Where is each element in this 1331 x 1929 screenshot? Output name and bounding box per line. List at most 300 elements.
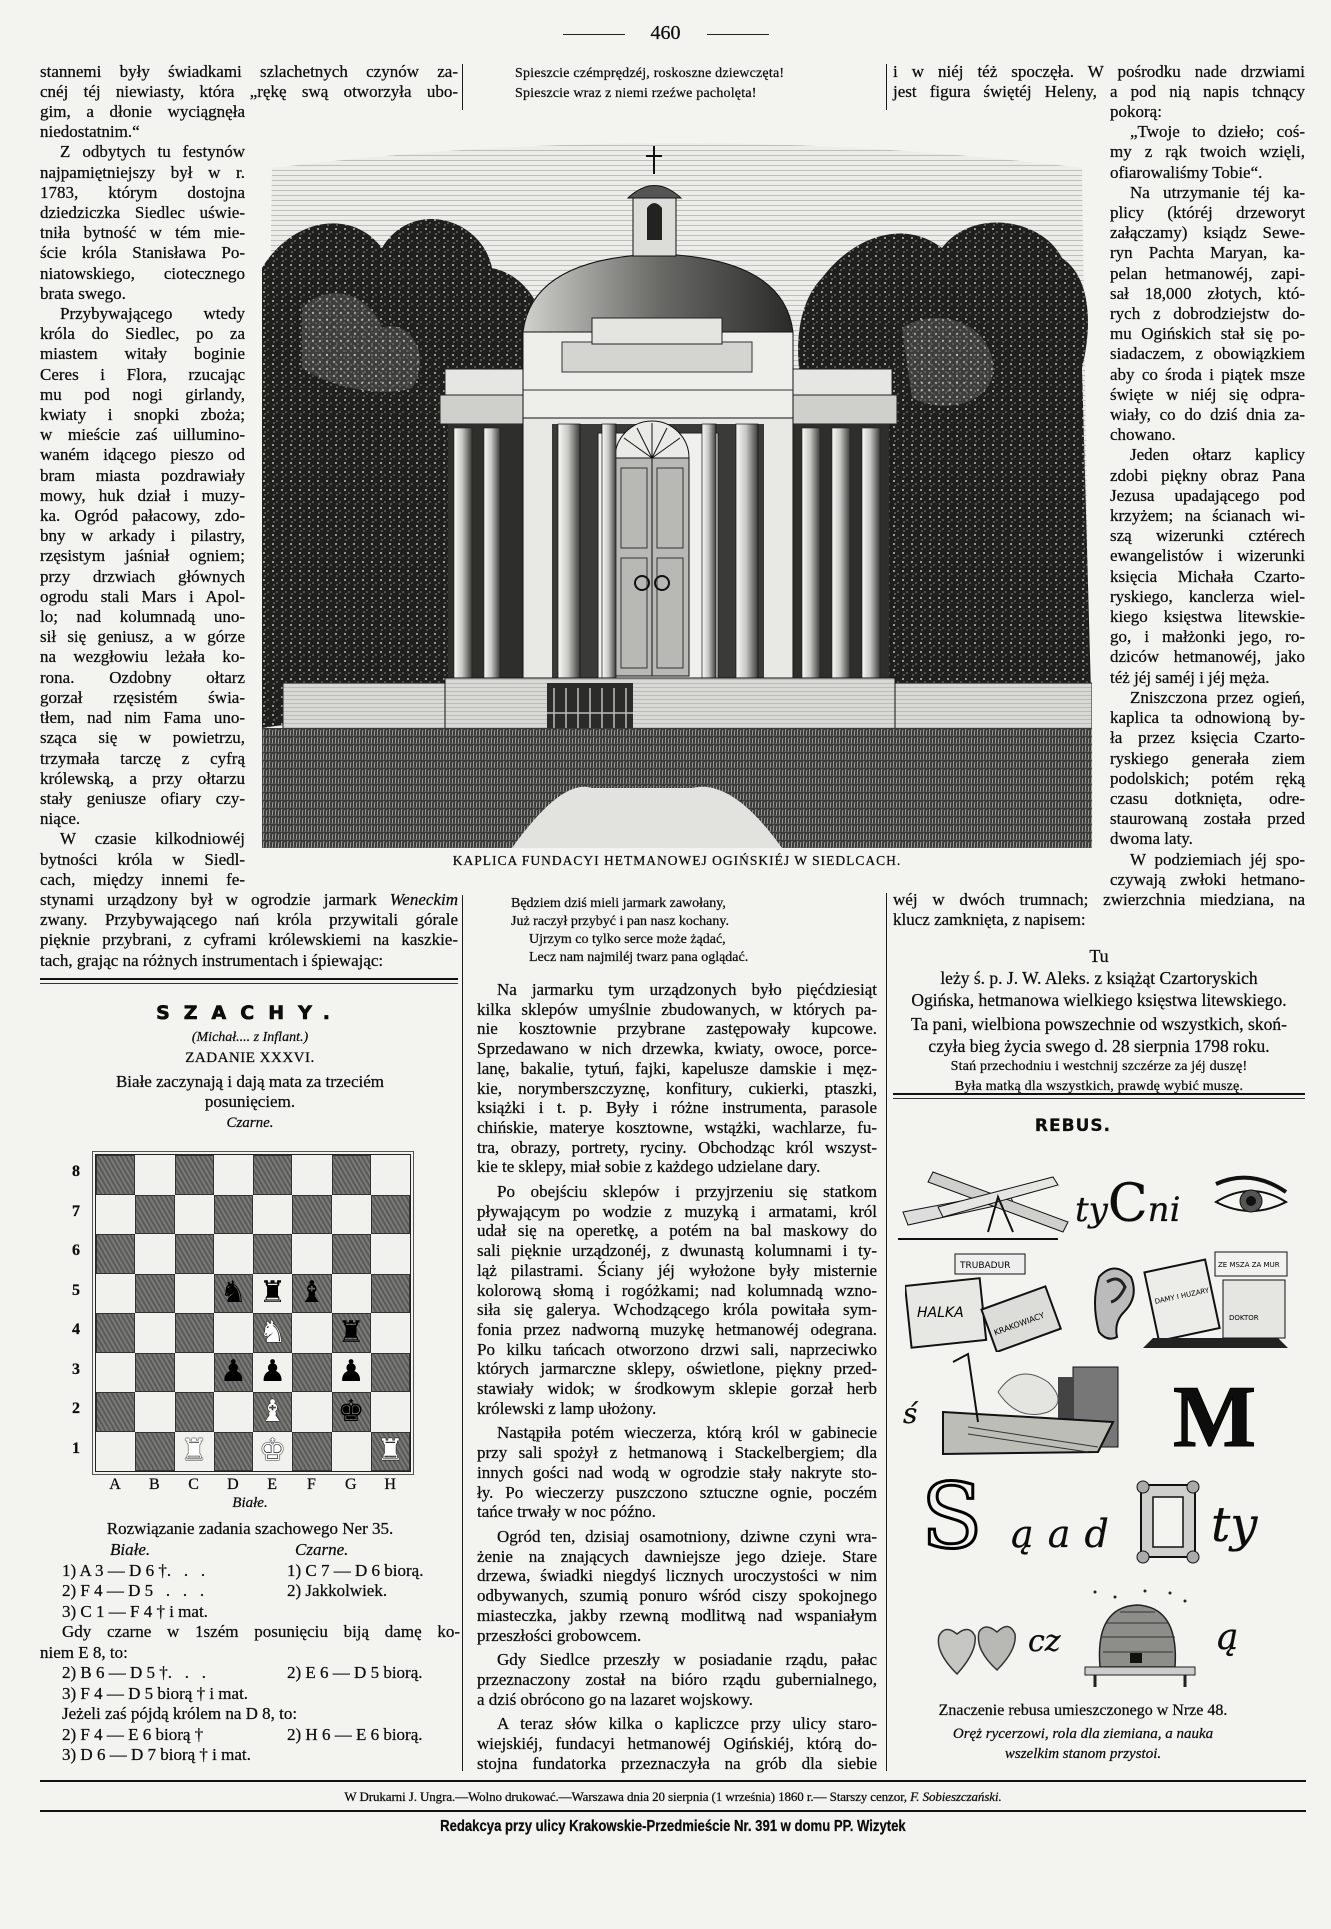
text-line: niedostatnim.“ [40, 122, 140, 142]
rebus-section [893, 1112, 1305, 1772]
ruined-wall-picture [938, 1352, 1123, 1457]
solution-move [40, 1725, 460, 1746]
square-b5 [135, 1274, 174, 1314]
black-bishop-icon: ♝ [298, 1275, 326, 1311]
square-h1 [371, 1432, 410, 1472]
text-line: miastem witały boginie [40, 344, 245, 364]
text-line: niące. [40, 809, 81, 829]
square-h3 [371, 1353, 410, 1393]
middle-column-text [477, 980, 877, 1778]
paragraph [477, 1650, 877, 1709]
beehive-icon [1075, 1587, 1205, 1687]
text-line: Na jarmarku tym urządzonych było pięćdziesiąt [497, 980, 877, 999]
text-line: tniła bytność w tém mie- [40, 223, 245, 243]
chess-solution [40, 1518, 460, 1766]
illustration-caption: KAPLICA FUNDACYI HETMANOWEJ OGIŃSKIÉJ W SIEDLCACH. [452, 853, 902, 868]
white-rook-icon: ♜ [376, 1433, 404, 1469]
text-line: stawiały widok; w środkowym sklepie gorzał herb [477, 1379, 877, 1399]
square-g6 [332, 1234, 371, 1274]
white-knight-icon: ♞ [259, 1314, 287, 1350]
white-move: 2) B 6 — D 5 †. . . [62, 1663, 207, 1682]
text-line: Z odbytych tu festynów [60, 142, 245, 162]
white-move: 3) C 1 — F 4 † i mat. [62, 1601, 208, 1621]
black-move: 2) Jakkolwiek. [287, 1581, 388, 1600]
file-label: B [148, 1476, 160, 1493]
column-rule [886, 893, 887, 1771]
square-d3 [214, 1353, 253, 1393]
square-f5 [292, 1274, 331, 1314]
rebus-letter-s-acute: ś [903, 1397, 918, 1430]
rebus-monogram-s: S [921, 1464, 983, 1569]
text-line: pływającym po wodzie z muzyką i armatami, król [477, 1201, 877, 1221]
inscription-line: leży ś. p. J. W. Aleks. z książąt Czartoryskich [940, 968, 1258, 988]
editorial-address [40, 1818, 1306, 1836]
square-g5 [332, 1274, 371, 1314]
dash-rule [707, 34, 769, 35]
rebus-letters: ą a d [1011, 1512, 1109, 1556]
text-line: brata swego. [40, 283, 126, 303]
text-line: podolskich; potém ręką [1110, 768, 1305, 788]
text-line: sali pięknie urządzonéj, z dwunastą kolumnami i ty- [477, 1241, 877, 1261]
text-line: siadaczem, z obowiązkiem [1110, 344, 1305, 364]
chess-instruction: Białe zaczynają i dają mata za trzeciém [115, 1072, 385, 1091]
text-line: innych gości nad wodą w ogrodzie stały nakryte sto- [477, 1462, 877, 1482]
file-label: E [267, 1476, 278, 1493]
text-line: kolorową słomą i rogóżkami; nad kolumnadą wzno- [477, 1280, 877, 1300]
text-line: sał 18,000 złotych, któ- [1110, 283, 1305, 303]
text-line: króla do Siedlec, po za [40, 324, 245, 344]
text-line: tra, obrazy, portrety, ryciny. Obchodząc król wszyst- [477, 1137, 877, 1157]
left-column-narrow [40, 102, 245, 890]
black-move: 2) H 6 — E 6 biorą. [287, 1724, 423, 1744]
white-side-label: Białe. [232, 1495, 268, 1511]
text-line: drzewa, świadki niegdyś licznych uroczystości w nim [477, 1566, 877, 1586]
square-d8 [214, 1155, 253, 1195]
text-line: ewangelistów i wizerunki [1110, 546, 1305, 566]
previous-rebus-answer: Oręż rycerzowi, rola dla ziemiana, a nauka [952, 1726, 1214, 1742]
text-line: księcia Michała Czarto- [1110, 566, 1305, 586]
inscription-verse: Stań przechodniu i westchnij szczérze za jéj duszę! [950, 1059, 1248, 1074]
black-knight-icon: ♞ [219, 1275, 247, 1311]
solution-note: Gdy czarne w 1szém posunięciu biją damę ko- [62, 1622, 460, 1641]
text-line: pelan hetmanowéj, zapi- [1110, 263, 1305, 283]
black-move: 1) C 7 — D 6 biorą. [287, 1560, 424, 1580]
verse-line: Lecz nam najmiléj twarz pana oglądać. [529, 950, 749, 965]
square-b2 [135, 1392, 174, 1432]
rank-label: 4 [72, 1321, 80, 1338]
square-g7 [332, 1195, 371, 1235]
text-line: ła przez księcia Czarto- [1110, 728, 1305, 748]
text-line: jest figura świętéj Heleny, a pod nią napis tchnący [893, 82, 1305, 102]
text-line: mu Ogińskich stał się po- [1110, 324, 1305, 344]
text-line: szą wizerunki cztérech [1110, 526, 1305, 546]
square-g8 [332, 1155, 371, 1195]
text-line: Gdy Siedlce przeszły w posiadanie rządu, pałac [497, 1650, 877, 1670]
dash-rule [563, 34, 625, 35]
text-line: Nastąpiła potém wieczerza, którą król w gabinecie [497, 1423, 877, 1443]
censor-name: F. Sobieszczański. [910, 1789, 1002, 1804]
solution-move [40, 1561, 460, 1582]
text-line: stały geniusze ofiary czy- [40, 788, 245, 808]
black-pawn-icon: ♟ [337, 1354, 365, 1390]
tomb-inscription [893, 945, 1305, 1097]
solution-headers [40, 1540, 460, 1561]
text-line: téż jéj saméj i jéj męża. [1110, 667, 1270, 687]
solution-move [40, 1602, 460, 1623]
text-line: 1783, którym dostojna [40, 182, 245, 202]
text-line: kie te sklepy, miał sobie z każdego udzielane dary. [477, 1157, 821, 1177]
text-line: dziedziczka Siedlec uświe- [40, 203, 245, 223]
paragraph [477, 1423, 877, 1522]
imprint-line [40, 1789, 1306, 1805]
text-line: przy drzwiach głównych [40, 566, 245, 586]
text-line [40, 890, 458, 910]
inscription-verse: Była matką dla wszystkich, prawdę wybić muszę. [954, 1079, 1244, 1094]
text-line: kie, norymberszczyznę, konfitury, cukierki, ptaszki, [477, 1078, 877, 1098]
text-line: kiego księstwa litewskie- [1110, 607, 1305, 627]
text-line: Przybywającego wtedy [60, 304, 245, 324]
text-line: plicy (któréj drzeworyt [1110, 203, 1305, 223]
white-king-icon: ♚ [259, 1433, 287, 1469]
text-line: sząca się w powietrzu, [40, 728, 245, 748]
text-line: ły. Po wieczerzy puszczono sztuczne ognie, poczém [477, 1482, 877, 1502]
square-a2 [96, 1392, 135, 1432]
square-e2 [253, 1392, 292, 1432]
verse-line: Ujrzym co tylko serce może żądać, [529, 932, 726, 947]
top-verse [515, 64, 784, 104]
square-d4 [214, 1313, 253, 1353]
square-h8 [371, 1155, 410, 1195]
solution-move [40, 1663, 460, 1684]
text-line: zdobi piękny obraz Pana [1110, 465, 1305, 485]
right-column-top [893, 62, 1305, 102]
square-c4 [175, 1313, 214, 1353]
square-c8 [175, 1155, 214, 1195]
text-line: wiały, co do dziś dnia za- [1110, 405, 1305, 425]
square-e4 [253, 1313, 292, 1353]
text-line: chińskie, materye kosztowne, wstążki, wachlarze, fu- [477, 1117, 877, 1137]
black-pawn-icon: ♟ [259, 1354, 287, 1390]
square-f1 [292, 1432, 331, 1472]
text-line: rona. Ozdobny ołtarz [40, 667, 245, 687]
text-line: wiejskiéj, fundacyi hetmanowéj Ogińskiéj, którą do- [477, 1734, 877, 1754]
text-line: pięknie przybrani, z cyframi królewskiemi na kaszkie- [40, 930, 458, 950]
rebus-letters: ty [1075, 1190, 1108, 1230]
square-g2 [332, 1392, 371, 1432]
inscription-heading: Tu [1089, 946, 1109, 966]
square-a3 [96, 1353, 135, 1393]
text-line: cach, między innemi fe- [40, 869, 245, 889]
italic-text: Weneckim [389, 890, 458, 909]
text-line: my z rąk twoich wzięli, [1110, 142, 1305, 162]
text-line: tańce trwały w noc późno. [477, 1502, 656, 1522]
text-line: stannemi były świadkami szlachetnych czynów za- [40, 62, 458, 81]
text-line: czasu dotknięta, odre- [1110, 788, 1305, 808]
column-rule [462, 64, 463, 110]
text-line: ląż pilastrami. Ściany jéj wyłożone były misternie [477, 1260, 877, 1280]
square-f3 [292, 1353, 331, 1393]
text-line: tach, grając na różnych instrumentach i śpiewając: [40, 950, 384, 970]
text-line: miasteczka, jakby rzewną modlitwą nad wspaniałym [477, 1605, 877, 1625]
eye-icon [1211, 1172, 1291, 1222]
text-line: królewską, a przy ołtarzu [40, 768, 245, 788]
text-line: fonia przez nadworną muzykę hetmanowéj odegrana. [477, 1319, 877, 1339]
square-d1 [214, 1432, 253, 1472]
black-rook-icon: ♜ [337, 1314, 365, 1350]
verse-line: Będziem dziś mieli jarmark zawołany, [511, 896, 726, 911]
square-h7 [371, 1195, 410, 1235]
square-e3 [253, 1353, 292, 1393]
left-column-top [40, 62, 458, 102]
text-line: „Twoje to dzieło; coś- [1130, 122, 1305, 142]
text-line: przeszłości grobowcem. [477, 1625, 642, 1645]
text-line: dziców hetmanowéj, jako [1110, 647, 1305, 667]
text-line: nie kosztownie przybrane zastępowały kupcowe. [477, 1019, 877, 1039]
right-column-narrow [1110, 102, 1305, 890]
text-line: lanę, bakalie, tytuń, fajki, kapelusze damskie i męz- [477, 1058, 877, 1078]
square-f7 [292, 1195, 331, 1235]
text-line: stojna fundatorka przeznaczyła na grób dla siebie [477, 1753, 877, 1773]
text-line: ryskiego, kanclerza wiel- [1110, 586, 1305, 606]
text-line: Sprzedawano w nich drzewka, kwiaty, owoce, porce- [477, 1039, 877, 1059]
page-number [0, 22, 1331, 45]
text-line: rych z dobrodziejstw do- [1110, 304, 1305, 324]
text-line: tłem, nad nim Fama uno- [40, 708, 245, 728]
square-c7 [175, 1195, 214, 1235]
chess-section [40, 1002, 460, 1132]
square-c5 [175, 1274, 214, 1314]
imprint-text: W Drukarni J. Ungra.—Wolno drukować.—Warszawa dnia 20 sierpnia (1 września) 1860 r.— Starszy cenzor, [344, 1789, 911, 1804]
text-line: lo; nad kolumnadą uno- [40, 607, 245, 627]
fair-song [477, 895, 877, 967]
verse-line: Spieszcie czémprędzéj, roskoszne dziewczęta! [515, 66, 785, 81]
chess-author: (Michał.... z Inflant.) [191, 1030, 309, 1045]
square-b4 [135, 1313, 174, 1353]
text-line: klucz zamknięta, z napisem: [893, 910, 1086, 930]
square-g4 [332, 1313, 371, 1353]
white-move: 3) F 4 — D 5 biorą † i mat. [62, 1683, 249, 1703]
text-run: stynami urządzony był w ogrodzie jarmark [40, 890, 390, 909]
text-line: których jarmarczne sklepy, oświetlone, piękny przed- [477, 1359, 877, 1379]
square-b7 [135, 1195, 174, 1235]
square-e6 [253, 1234, 292, 1274]
black-side-label: Czarne. [226, 1115, 274, 1131]
square-e1 [253, 1432, 292, 1472]
text-line: Zniszczona przez ogień, [1130, 687, 1305, 707]
text-line: mu pod nogi girlandy, [40, 384, 245, 404]
text-line: królewski z lamp ułożony. [477, 1398, 657, 1418]
inscription-line: czyła bieg życia swego d. 28 sierpnia 1798 roku. [928, 1036, 1270, 1056]
text-line: Ogród ten, dzisiaj osamotniony, dziwne czyni wra- [497, 1526, 877, 1546]
file-label: G [345, 1476, 357, 1493]
black-rook-icon: ♜ [259, 1275, 287, 1311]
text-line: bny w arkady i pilastry, [40, 526, 245, 546]
section-divider [893, 1093, 1305, 1099]
square-e8 [253, 1155, 292, 1195]
square-f2 [292, 1392, 331, 1432]
text-line: pokorą: [1110, 102, 1162, 121]
rebus-letter-c: C [1107, 1174, 1148, 1234]
rank-label: 5 [72, 1281, 80, 1299]
square-h6 [371, 1234, 410, 1274]
black-pawn-icon: ♟ [219, 1354, 247, 1390]
text-line: ogrodu stali Mars i Apol- [40, 586, 245, 606]
square-a6 [96, 1234, 135, 1274]
rebus-letters: ni [1147, 1190, 1181, 1230]
text-line: udał się na operetkę, a potém na bal maskowy do [477, 1221, 877, 1241]
square-h2 [371, 1392, 410, 1432]
text-line: Po kilku tańcach otworzono drzwi sali, naprzeciwko [477, 1339, 877, 1359]
book-label: DAMY I HUZARY [1153, 1286, 1210, 1306]
square-f4 [292, 1313, 331, 1353]
book-label: ZE MSZA ZA MUR [1218, 1261, 1280, 1269]
square-d7 [214, 1195, 253, 1235]
text-line: najpamiętniejszy był w r. [40, 162, 245, 182]
text-line: kwiaty i snopki zboża; [40, 405, 245, 425]
rebus-title: REBUS. [1034, 1116, 1112, 1136]
footer-rule [40, 1780, 1306, 1782]
file-label: D [227, 1476, 239, 1493]
black-move [287, 1684, 460, 1705]
square-h5 [371, 1274, 410, 1314]
text-line: przeznaczony został na bióro rządu gubernialnego, [477, 1669, 877, 1689]
rank-label: 2 [72, 1400, 80, 1417]
chess-task-number: ZADANIE XXXVI. [185, 1050, 315, 1066]
book-label: TRUBADUR [960, 1261, 1011, 1271]
text-line: załączamy) ksiądz Sewe- [1110, 223, 1305, 243]
text-line: Po obejściu sklepów i przyjrzeniu się statkom [497, 1182, 877, 1202]
book-label: DOKTOR [1229, 1314, 1259, 1322]
square-h4 [371, 1313, 410, 1353]
ear-icon [1089, 1262, 1139, 1342]
square-a7 [96, 1195, 135, 1235]
text-line: bytności króla w Siedl- [40, 849, 245, 869]
chess-title: SZACHY. [156, 1002, 344, 1024]
right-column-bottom [893, 890, 1305, 930]
square-a4 [96, 1313, 135, 1353]
book-label: HALKA [917, 1305, 964, 1321]
white-bishop-icon: ♝ [259, 1393, 287, 1429]
previous-rebus-title: Znaczenie rebusa umieszczonego w Nrze 48. [938, 1702, 1228, 1719]
text-line: ście króla Stanisława Po- [40, 243, 245, 263]
verse-line: Spieszcie wraz z niemi rzeźwe pacholęta! [515, 86, 757, 101]
file-label: C [188, 1476, 199, 1493]
text-line: kilka sklepów umyślnie zbudowanych, w których pa- [477, 999, 877, 1019]
square-a8 [96, 1155, 135, 1195]
file-label: A [109, 1476, 121, 1493]
page-number-text: 460 [650, 22, 681, 44]
text-line: A teraz słów kilka o kapliczce przy ulicy staro- [497, 1714, 877, 1734]
rebus-letters: ty [1211, 1497, 1258, 1553]
chessboard [95, 1154, 411, 1472]
text-line: chowano. [1110, 425, 1176, 445]
rank-label: 6 [72, 1242, 80, 1259]
square-c3 [175, 1353, 214, 1393]
square-b1 [135, 1432, 174, 1472]
paragraph [477, 1527, 877, 1645]
inscription-line: Ta pani, wielbiona powszechnie od wszystkich, skoń- [911, 1014, 1287, 1034]
text-line: a dziś obrócono go na lazaret wojskowy. [477, 1689, 754, 1709]
file-label: F [307, 1476, 316, 1493]
square-g3 [332, 1353, 371, 1393]
text-line: kaplica ta odnowioną by- [1110, 708, 1305, 728]
picture-frame-icon [1133, 1477, 1203, 1567]
square-a1 [96, 1432, 135, 1472]
chess-instruction: posunięciem. [204, 1092, 296, 1111]
rebus-letters: cz [1028, 1624, 1061, 1659]
square-f8 [292, 1155, 331, 1195]
two-hearts-icon [935, 1622, 1020, 1677]
black-move [287, 1602, 460, 1623]
text-line: zwany. Przybywającego nań króla przywitali górale [40, 910, 458, 930]
text-line: aby co środa i piątek msze [1110, 364, 1305, 384]
books-picture [905, 1252, 1065, 1352]
solution-move [40, 1745, 460, 1766]
text-line: krzyżem; na ścianach wi- [1110, 506, 1305, 526]
verse-line: Już raczył przybyć i pan nasz kochany. [511, 914, 729, 929]
text-line: Jezusa upadającego pod [1110, 485, 1305, 505]
square-b6 [135, 1234, 174, 1274]
boards-picture [898, 1167, 1073, 1242]
rebus-letter-m: M [1173, 1369, 1257, 1466]
text-line: niatowskiego, ciotecznego [40, 263, 245, 283]
square-c1 [175, 1432, 214, 1472]
square-a5 [96, 1274, 135, 1314]
paragraph [477, 1182, 877, 1418]
black-header: Czarne. [295, 1540, 349, 1559]
text-line: ofiarowaliśmy Tobie“. [1110, 162, 1263, 182]
file-label: H [384, 1476, 396, 1493]
previous-rebus-answer: wszelkim stanom przystoi. [1004, 1746, 1162, 1762]
section-divider [40, 978, 458, 984]
text-line: cnéj téj niewiasty, która „rękę swą otworzyła ubo- [40, 82, 458, 102]
rank-label: 1 [72, 1439, 80, 1457]
text-line: na wezgłowiu leżała ko- [40, 647, 245, 667]
rank-label: 3 [72, 1360, 80, 1378]
paragraph [477, 980, 877, 1177]
left-column-bottom [40, 890, 458, 971]
text-line: Na utrzymanie téj ka- [1130, 182, 1305, 202]
text-line: święte w niéj się odpra- [1110, 384, 1305, 404]
paragraph [477, 1714, 877, 1773]
rank-label: 7 [72, 1202, 80, 1220]
chapel-engraving [262, 128, 1092, 848]
square-f6 [292, 1234, 331, 1274]
text-line: ka. Ogród pałacowy, zdo- [40, 506, 245, 526]
rank-label: 8 [72, 1163, 80, 1180]
text-line: mowy, huk dział i muzy- [40, 485, 245, 505]
square-e7 [253, 1195, 292, 1235]
text-line: gim, a dłonie wyciągnęła [40, 102, 245, 121]
text-line: waném idącego pieszo od [40, 445, 245, 465]
text-line: czywają zwłoki hetmano- [1110, 869, 1305, 889]
text-line: rzęsistym jaśniał ogniem; [40, 546, 245, 566]
white-header: Białe. [110, 1540, 151, 1559]
white-move: 1) A 3 — D 6 †. . . [62, 1560, 206, 1580]
text-line: dwoma laty. [1110, 829, 1193, 849]
text-line: Jeden ołtarz kaplicy [1130, 445, 1305, 465]
footer-rule [40, 1810, 1306, 1812]
text-line: trzymała tarczę z cyfrą [40, 748, 245, 768]
solution-move [40, 1581, 460, 1602]
white-move: 3) D 6 — D 7 biorą † i mat. [62, 1745, 251, 1764]
square-c6 [175, 1234, 214, 1274]
inscription-line: Ogińska, hetmanowa wielkiego księstwa litewskiego. [911, 990, 1287, 1010]
solution-note: niem E 8, to: [40, 1642, 128, 1662]
white-rook-icon: ♜ [180, 1433, 208, 1469]
text-line: wéj w dwóch trumnach; zwierzchnia miedziana, na [893, 890, 1305, 909]
solution-move [40, 1684, 460, 1705]
